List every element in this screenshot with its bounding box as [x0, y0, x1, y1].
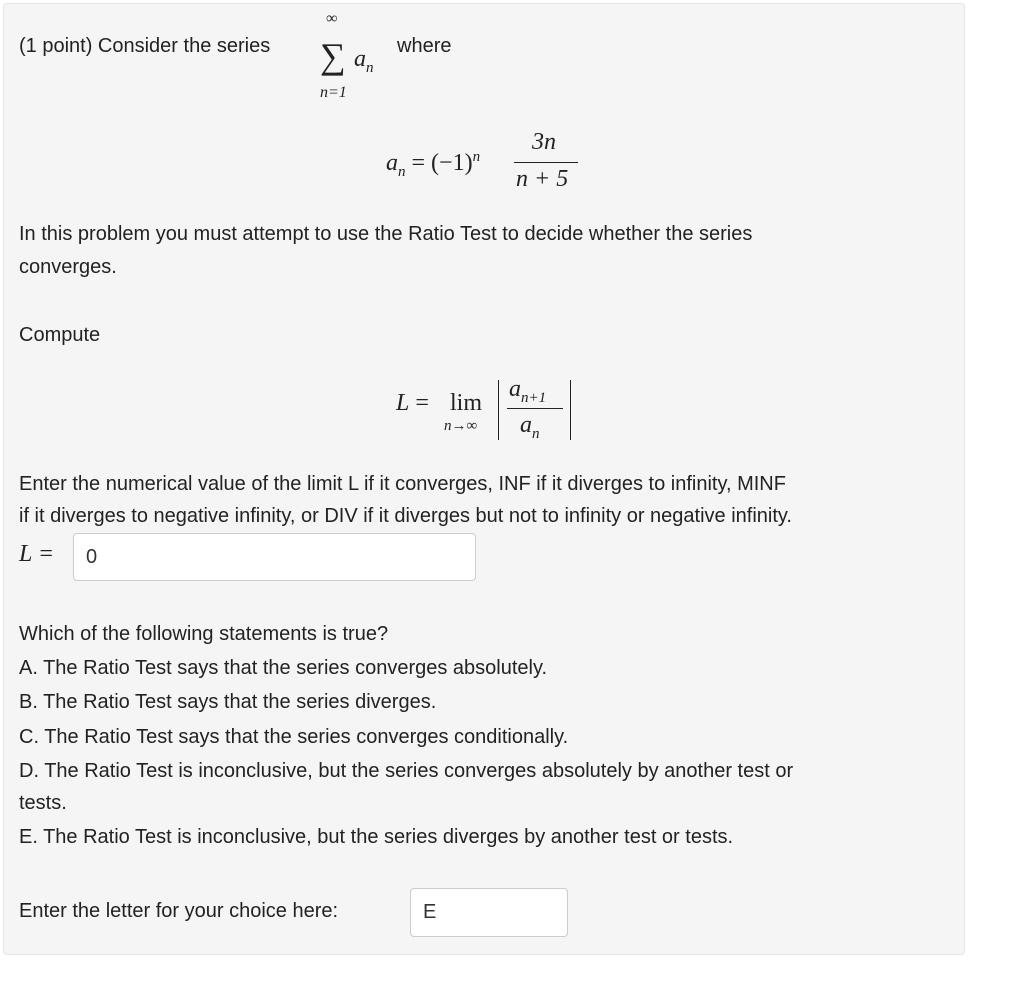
limit-under: n→∞ — [444, 418, 478, 434]
problem-panel — [3, 3, 965, 955]
denominator: n + 5 — [516, 166, 569, 192]
limit-lim: lim — [450, 390, 483, 416]
choice-input[interactable]: E — [410, 888, 568, 937]
abs-bar-left — [498, 380, 499, 440]
intro-text — [19, 30, 270, 63]
numerator: 3n — [532, 129, 556, 155]
option-d: D. The Ratio Test is inconclusive, but the series converges absolutely by another test or — [19, 760, 794, 782]
intro-prefix: (1 point) Consider the series — [19, 35, 271, 57]
intro-suffix: where — [397, 35, 452, 57]
limit-lhs: L = — [396, 390, 429, 416]
sum-upper: ∞ — [326, 10, 338, 27]
option-e: E. The Ratio Test is inconclusive, but the series diverges by another test or tests. — [19, 826, 734, 848]
l-label: L = — [19, 541, 55, 567]
term: a — [354, 46, 366, 72]
sum-symbol: ∑ — [320, 36, 346, 76]
option-c: C. The Ratio Test says that the series converges conditionally. — [19, 726, 569, 748]
fraction-bar — [514, 162, 578, 163]
option-a: A. The Ratio Test says that the series converges absolutely. — [19, 657, 548, 679]
limit-den: $a_n$ — [520, 412, 540, 442]
limit-input[interactable]: 0 — [73, 533, 476, 581]
formula-lhs: a — [386, 150, 398, 176]
limit-num: $a_{n+1}$ — [509, 376, 547, 406]
abs-bar-right — [570, 380, 571, 440]
sum-lower: n=1 — [320, 84, 347, 101]
enter-limit-text: Enter the numerical value of the limit L if it converges, INF if it diverges to infinity, MINF — [19, 473, 786, 495]
enter-limit-text-2: if it diverges to negative infinity, or DIV if it diverges but not to infinity or negative infinity. — [19, 505, 792, 527]
formula-exp: n — [472, 149, 481, 165]
term-sub: n — [366, 59, 374, 76]
limit-fraction-bar — [507, 408, 563, 409]
an-formula — [386, 149, 480, 181]
question: Which of the following statements is true? — [19, 623, 389, 645]
choice-label: Enter the letter for your choice here: — [19, 900, 339, 922]
sum-term — [354, 46, 374, 77]
formula-lhs-sub: n — [398, 163, 406, 180]
compute-label: Compute — [19, 324, 101, 346]
option-d-cont: tests. — [19, 792, 67, 814]
instruction-2: converges. — [19, 256, 117, 278]
instruction: In this problem you must attempt to use the Ratio Test to decide whether the series — [19, 223, 753, 245]
option-b: B. The Ratio Test says that the series diverges. — [19, 691, 437, 713]
formula-eq: = (−1) — [411, 150, 473, 176]
